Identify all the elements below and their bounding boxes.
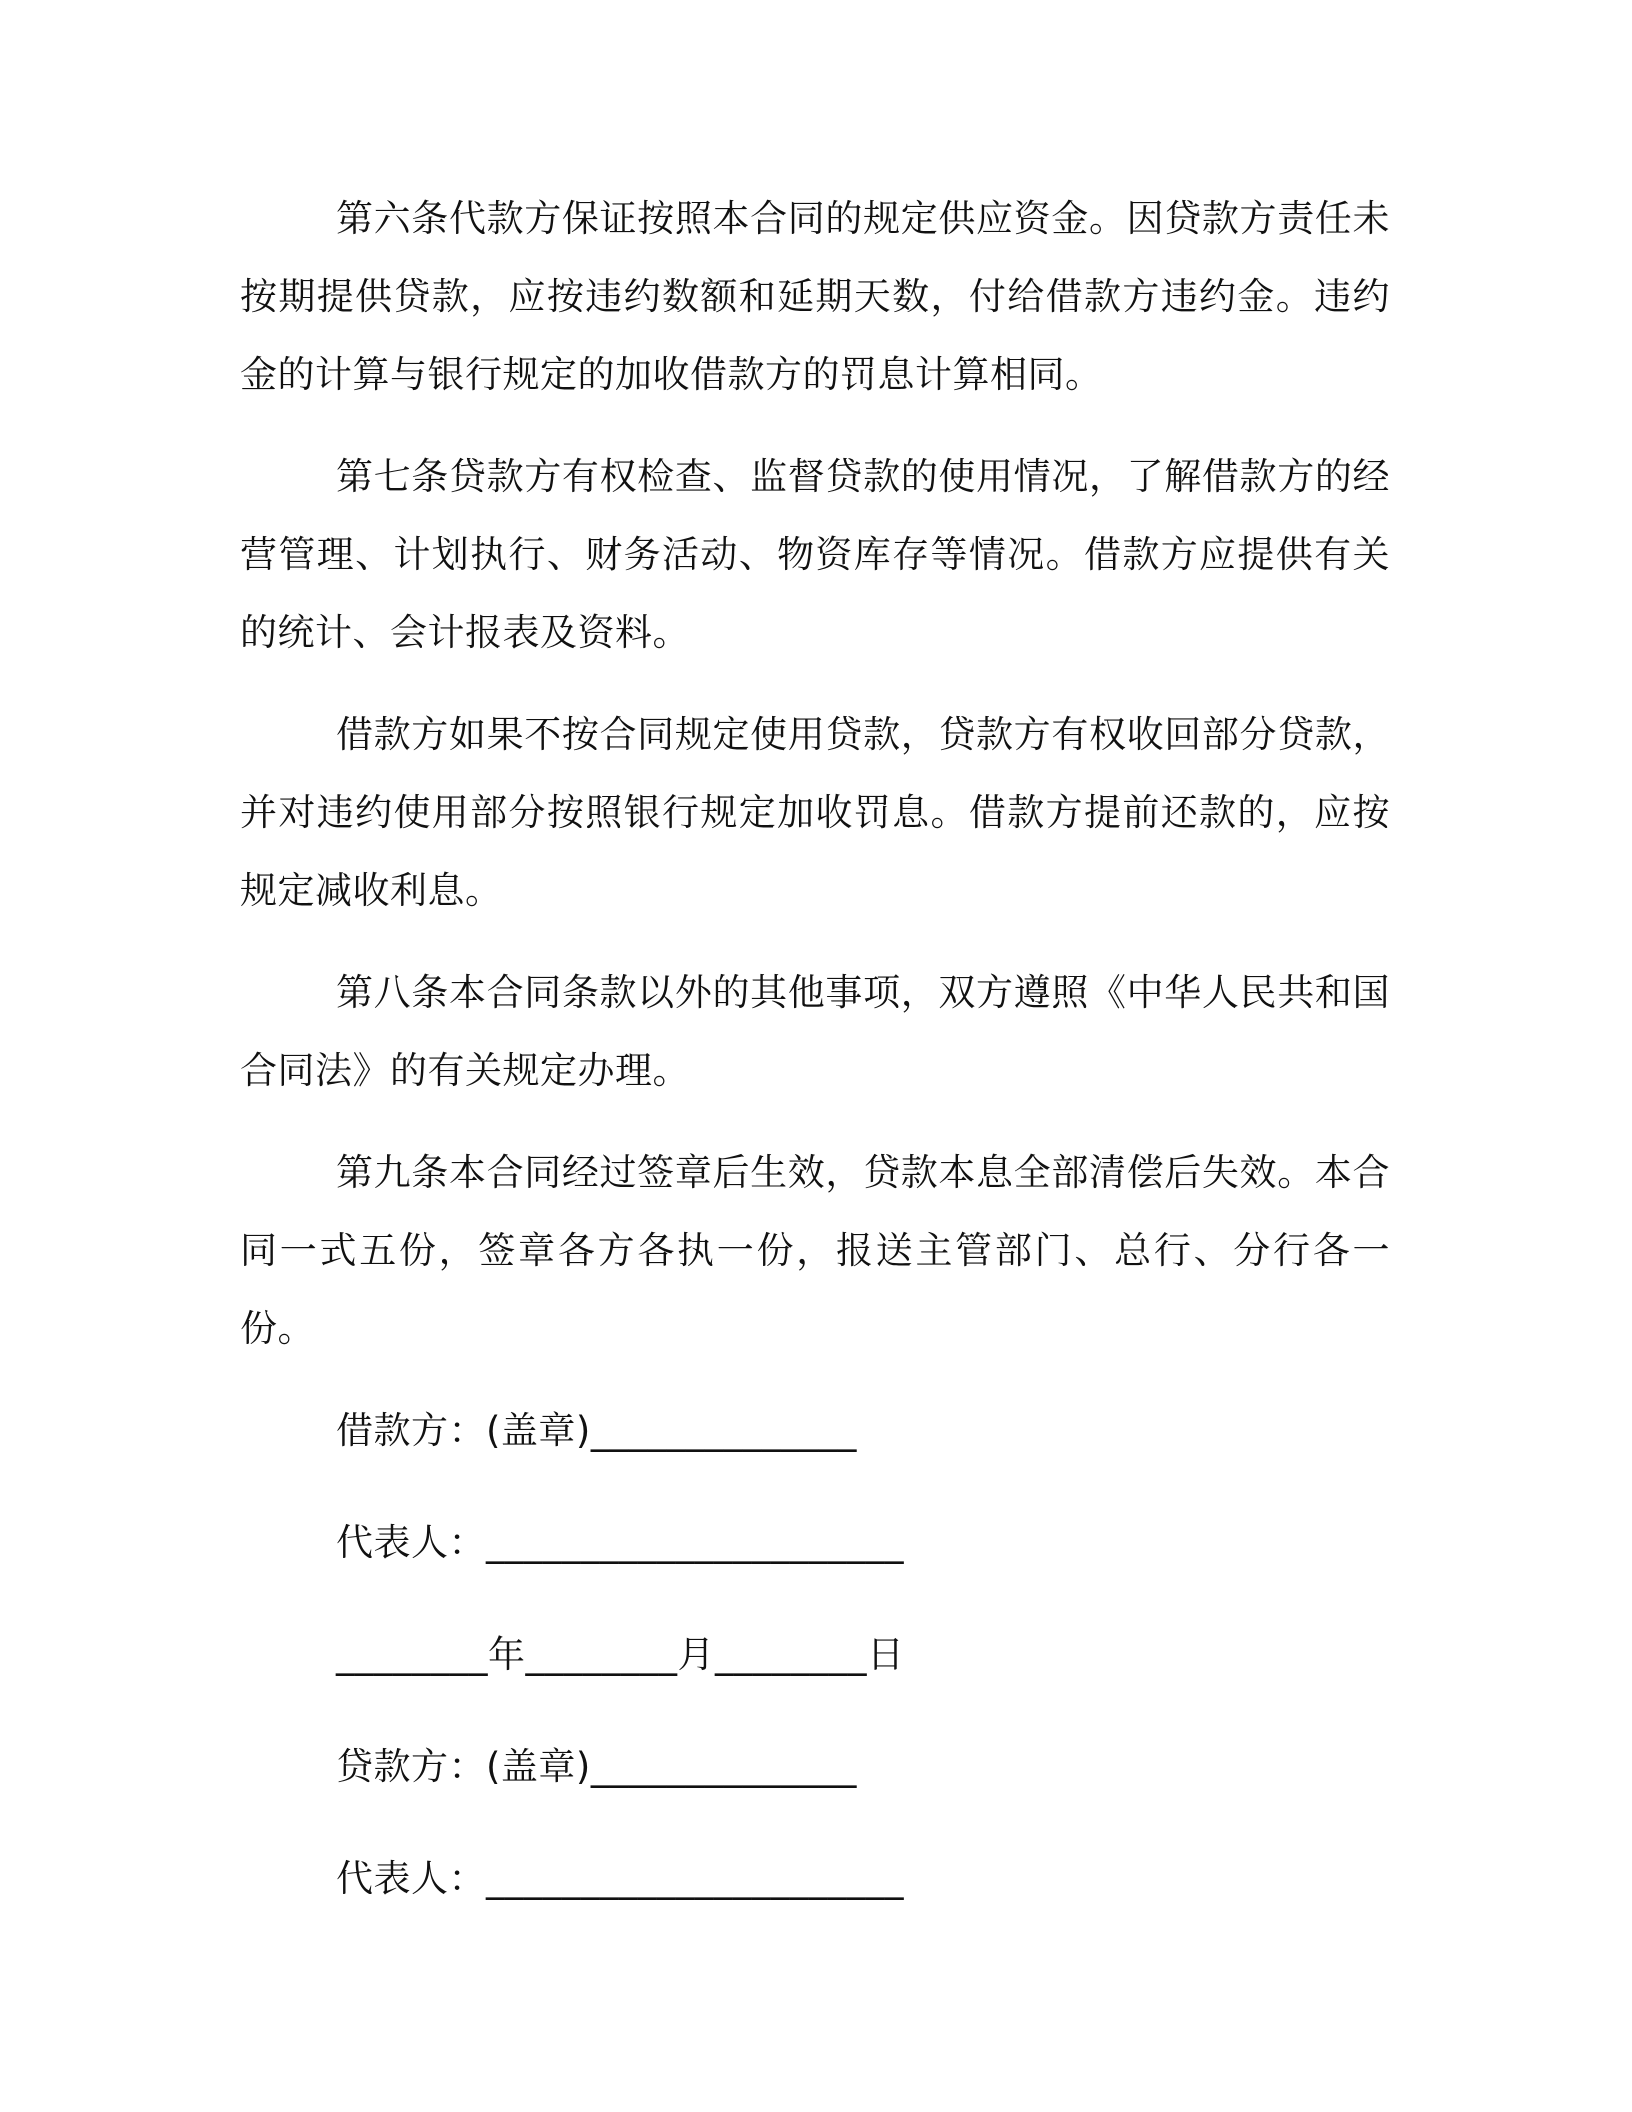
lender-representative-line: 代表人：______________________ [336, 1857, 904, 1900]
document-page [240, 180, 1390, 1952]
article-9-paragraph: 第九条本合同经过签章后生效，贷款本息全部清偿后失效。本合同一式五份，签章各方各执一份，报送主管部门、总行、分行各一份。 [240, 1151, 1390, 1350]
borrower-representative-line: 代表人：______________________ [336, 1521, 904, 1564]
article-6-paragraph: 第六条代款方保证按照本合同的规定供应资金。因贷款方责任未按期提供贷款，应按违约数额和延期天数，付给借款方违约金。违约金的计算与银行规定的加收借款方的罚息计算相同。 [240, 197, 1390, 396]
borrower-seal-line: 借款方：(盖章)______________ [336, 1409, 857, 1452]
article-7-paragraph: 第七条贷款方有权检查、监督贷款的使用情况，了解借款方的经营管理、计划执行、财务活动、物资库存等情况。借款方应提供有关的统计、会计报表及资料。 [240, 455, 1390, 654]
lender-seal-line: 贷款方：(盖章)______________ [336, 1745, 857, 1788]
signature-block [240, 1392, 1390, 1918]
article-8-paragraph: 第八条本合同条款以外的其他事项，双方遵照《中华人民共和国合同法》的有关规定办理。 [240, 971, 1390, 1092]
misuse-paragraph: 借款方如果不按合同规定使用贷款，贷款方有权收回部分贷款，并对违约使用部分按照银行规定加收罚息。借款方提前还款的，应按规定减收利息。 [240, 713, 1390, 912]
date-line: ________年________月________日 [336, 1633, 905, 1676]
